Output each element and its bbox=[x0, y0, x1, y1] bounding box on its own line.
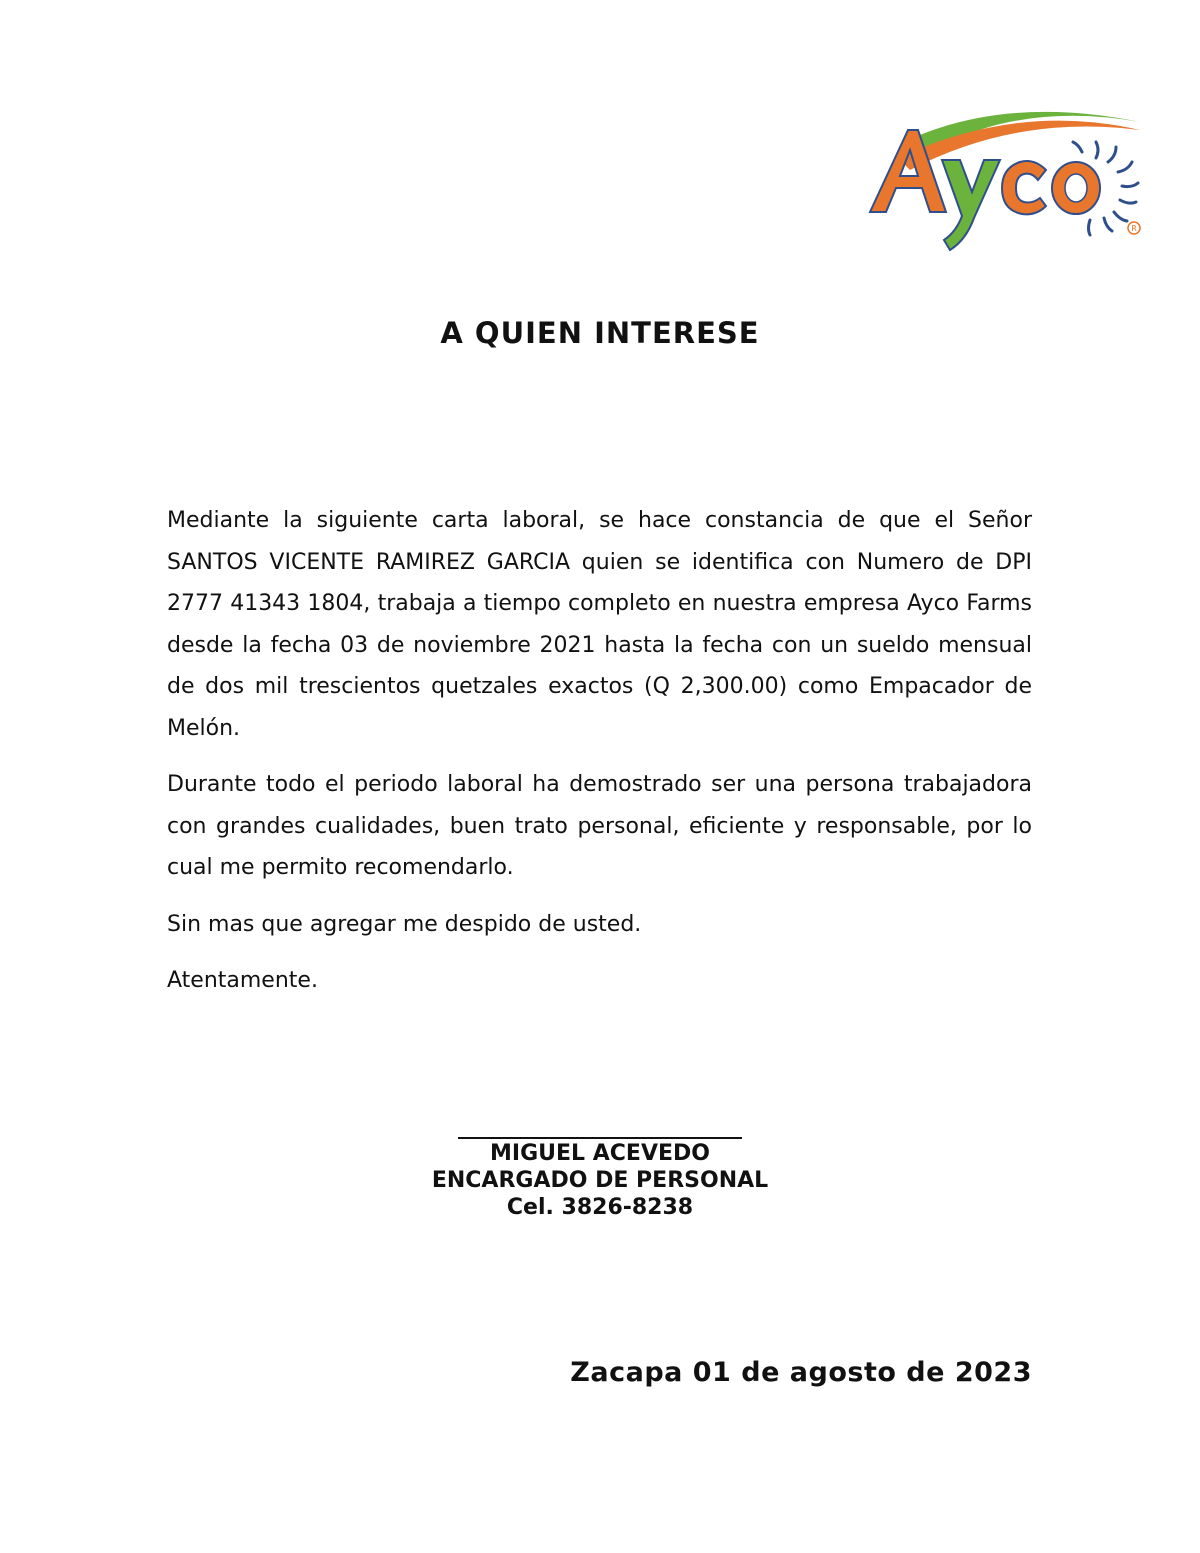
letter-title: A QUIEN INTERESE bbox=[440, 316, 760, 350]
signature-line bbox=[458, 1137, 742, 1139]
paragraph-closing: Atentamente. bbox=[167, 968, 318, 993]
signature-block bbox=[0, 1140, 1200, 1221]
paragraph-employment: Mediante la siguiente carta laboral, se hace constancia de que el Señor SANTOS VICENTE RAMIREZ GARCIA quien se identifica con Numero de DPI 2777 41343 1804, trabaja a tiempo completo en nuestra empresa Ayco Farms desde la fecha 03 de noviembre 2021 hasta la fecha con un sueldo mensual de dos mil trescientos quetzales exactos (Q 2,300.00) como Empacador de Melón. bbox=[167, 508, 1032, 741]
logo-letter-c bbox=[1002, 161, 1046, 214]
signer-phone: Cel. 3826-8238 bbox=[506, 1195, 694, 1220]
paragraph-recommendation: Durante todo el periodo laboral ha demostrado ser una persona trabajadora con grandes cualidades, buen trato personal, eficiente y responsable, por lo cual me permito recomendarlo. bbox=[167, 772, 1032, 880]
logo-letter-y bbox=[942, 160, 1000, 250]
place-date: Zacapa 01 de agosto de 2023 bbox=[570, 1357, 1032, 1388]
ayco-logo bbox=[868, 100, 1150, 265]
signer-position: ENCARGADO DE PERSONAL bbox=[431, 1168, 769, 1193]
svg-text:R: R bbox=[1131, 224, 1137, 233]
signer-name: MIGUEL ACEVEDO bbox=[490, 1141, 710, 1166]
paragraph-farewell: Sin mas que agregar me despido de usted. bbox=[167, 911, 642, 937]
letter-body bbox=[167, 500, 1032, 1017]
